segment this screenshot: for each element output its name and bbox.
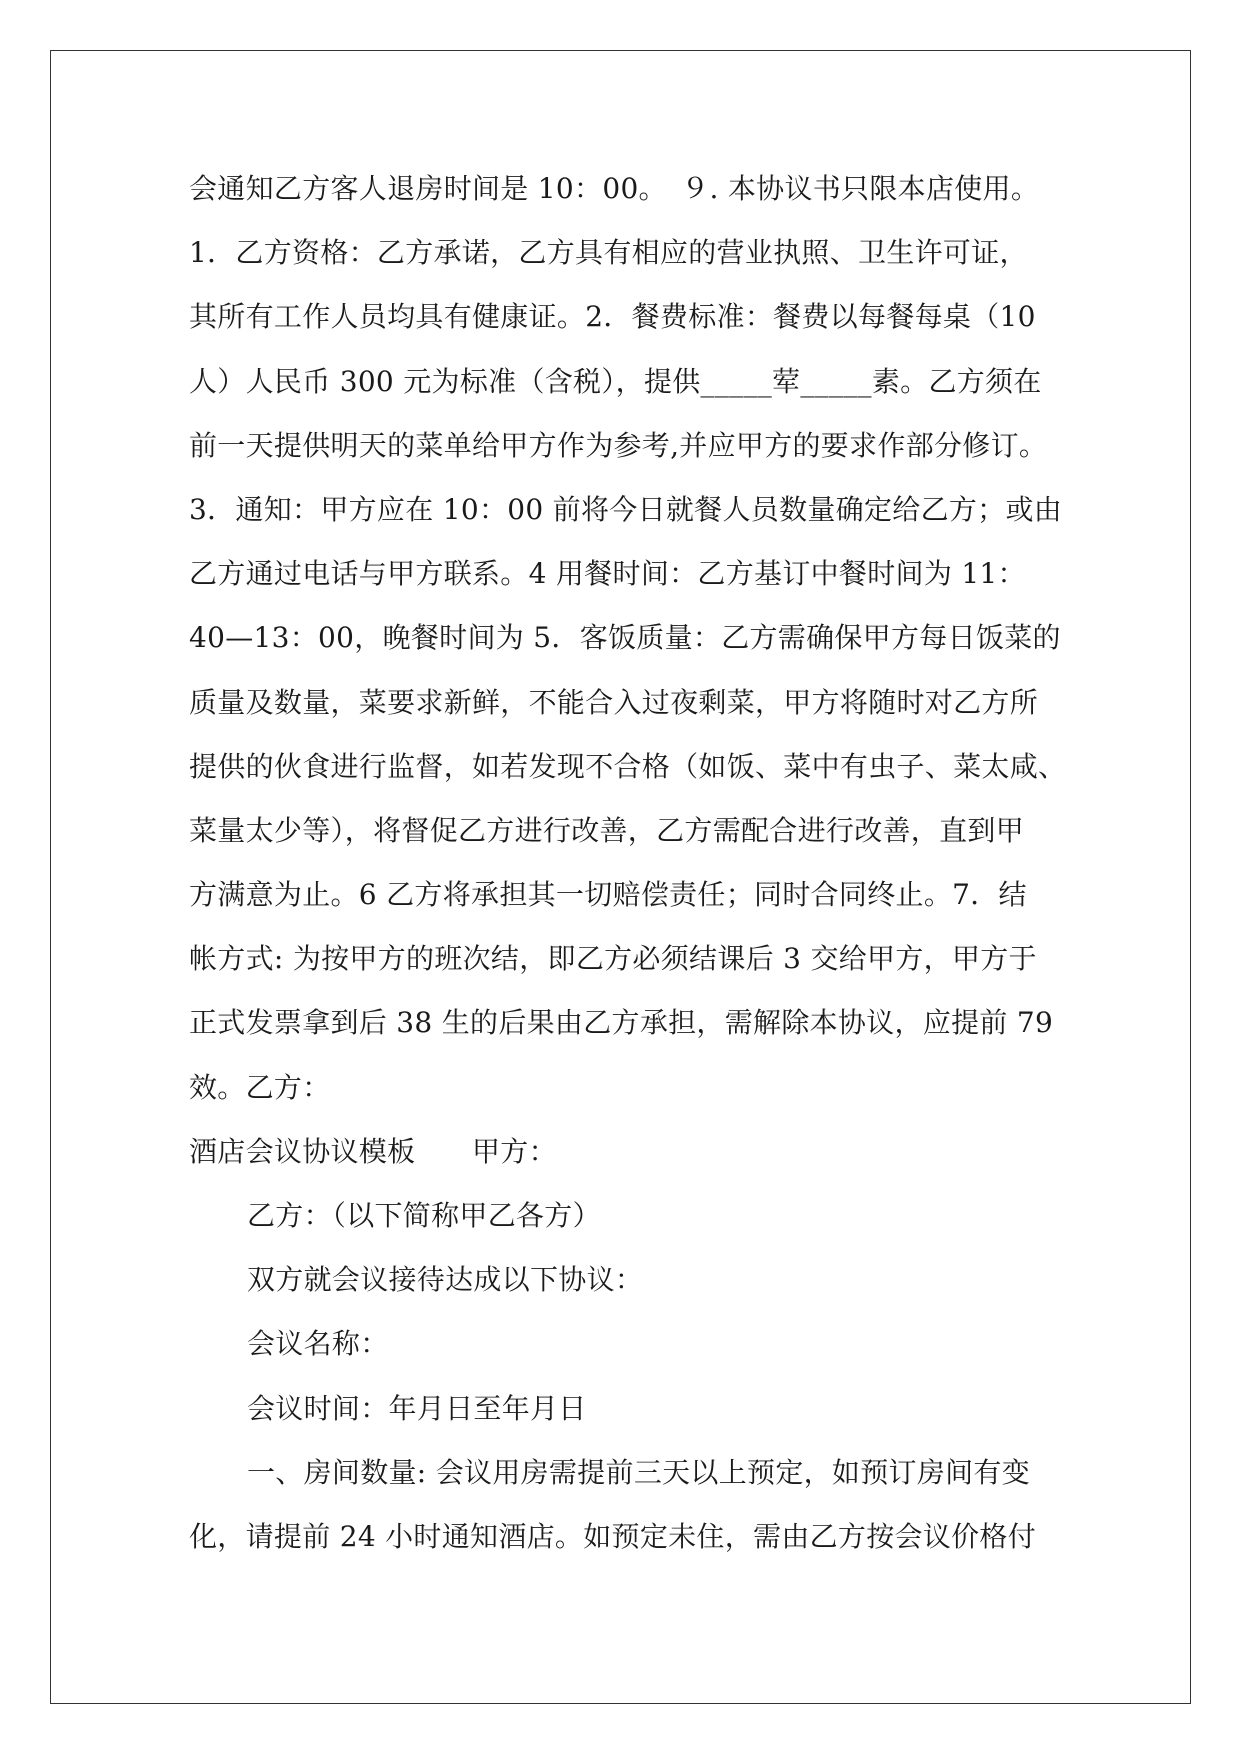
text-line: 前一天提供明天的菜单给甲方作为参考,并应甲方的要求作部分修订。 bbox=[189, 428, 1048, 462]
text-line: 效。乙方： bbox=[189, 1070, 331, 1104]
text-line: 人）人民币 300 元为标准（含税），提供_____荤_____素。乙方须在 bbox=[189, 364, 1042, 398]
text-line: 3．通知：甲方应在 10：00 前将今日就餐人员数量确定给乙方；或由 bbox=[189, 492, 1063, 526]
text-line: 双方就会议接待达成以下协议： bbox=[247, 1263, 644, 1297]
text-line: 会议时间：年月日至年月日 bbox=[247, 1391, 587, 1425]
text-line: 40—13：00，晚餐时间为 5．客饭质量：乙方需确保甲方每日饭菜的 bbox=[189, 621, 1061, 655]
text-line: 提供的伙食进行监督，如若发现不合格（如饭、菜中有虫子、菜太咸、 bbox=[189, 749, 1067, 783]
text-line: 乙方通过电话与甲方联系。4 用餐时间：乙方基订中餐时间为 11： bbox=[189, 557, 1026, 591]
text-line: 方满意为止。6 乙方将承担其一切赔偿责任；同时合同终止。7．结 bbox=[189, 878, 1027, 912]
document-body bbox=[189, 157, 1069, 1569]
text-line: 会通知乙方客人退房时间是 10：00。 ９. 本协议书只限本店使用。 bbox=[189, 172, 1040, 205]
text-line: 正式发票拿到后 38 生的后果由乙方承担，需解除本协议，应提前 79 bbox=[189, 1006, 1054, 1040]
text-line: 质量及数量，菜要求新鲜，不能合入过夜剩菜，甲方将随时对乙方所 bbox=[189, 685, 1039, 719]
text-line: 化，请提前 24 小时通知酒店。如预定未住，需由乙方按会议价格付 bbox=[189, 1519, 1037, 1553]
text-line: 帐方式: 为按甲方的班次结，即乙方必须结课后 3 交给甲方，甲方于 bbox=[189, 942, 1037, 976]
text-line: 其所有工作人员均具有健康证。2．餐费标准：餐费以每餐每桌（10 bbox=[189, 300, 1036, 334]
text-line: 1．乙方资格：乙方承诺，乙方具有相应的营业执照、卫生许可证， bbox=[189, 236, 1028, 270]
text-line: 菜量太少等），将督促乙方进行改善，乙方需配合进行改善，直到甲 bbox=[189, 813, 1025, 847]
text-line: 一、房间数量: 会议用房需提前三天以上预定，如预订房间有变 bbox=[247, 1455, 1031, 1489]
text-line: 乙方：（以下简称甲乙各方） bbox=[247, 1199, 601, 1232]
section-title: 酒店会议协议模板 甲方： bbox=[189, 1134, 557, 1168]
text-line: 会议名称： bbox=[247, 1327, 389, 1361]
